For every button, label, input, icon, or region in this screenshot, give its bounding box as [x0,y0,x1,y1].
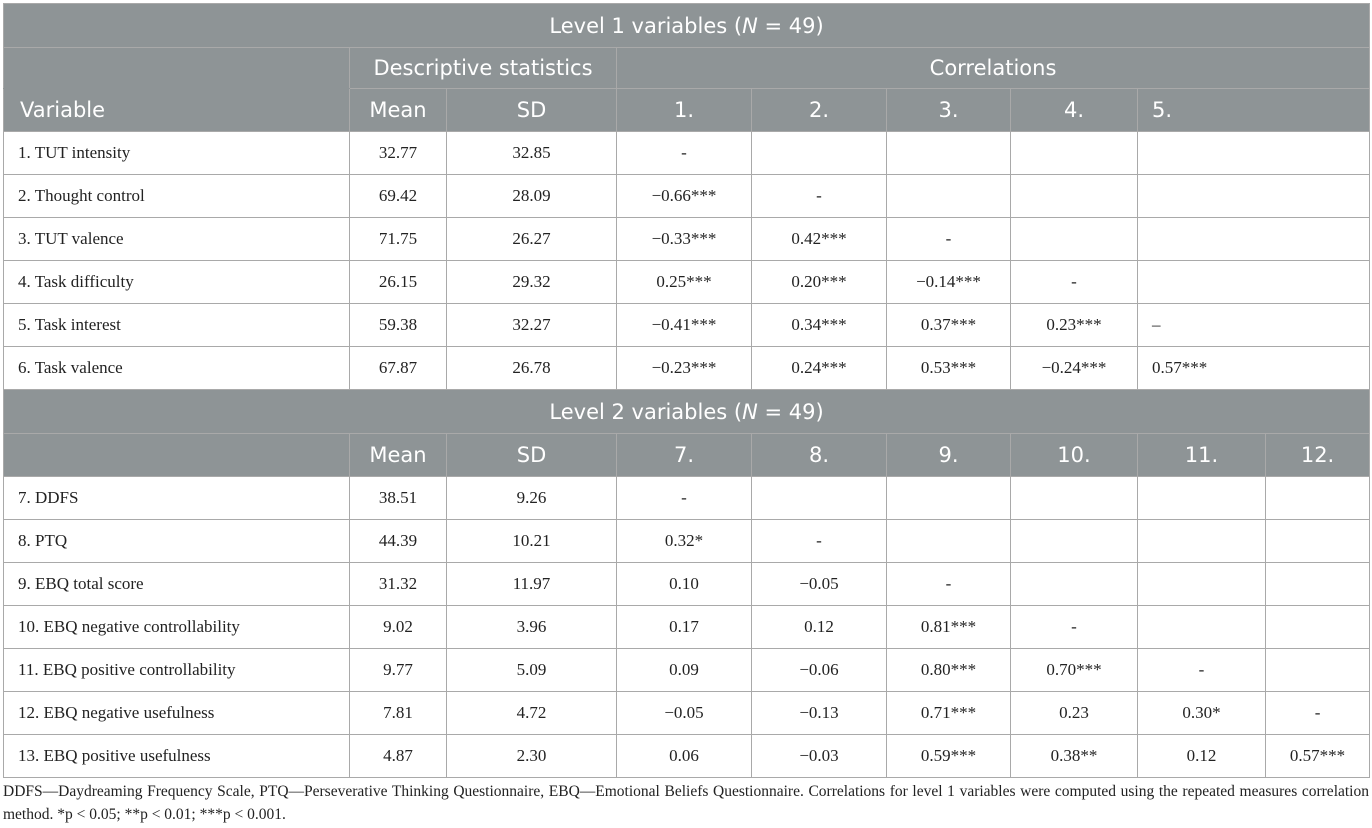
col-header-mean: Mean [350,89,447,132]
corr-cell [1266,606,1370,649]
level1-title-row [4,4,1370,48]
variable-name: 3. TUT valence [4,218,350,261]
variable-name: 12. EBQ negative usefulness [4,692,350,735]
sd-value: 9.26 [447,477,617,520]
mean-value: 9.77 [350,649,447,692]
level1-column-header-row [4,89,1370,132]
corr-cell: −0.33*** [617,218,752,261]
corr-cell: - [1266,692,1370,735]
table-row [4,347,1370,390]
correlation-table-container [3,3,1369,778]
mean-value: 31.32 [350,563,447,606]
mean-value: 71.75 [350,218,447,261]
corr-cell: −0.23*** [617,347,752,390]
footnote-sig-05: *p < 0.05; [57,806,121,823]
footnote-sig-01: **p < 0.01; [124,806,196,823]
corr-cell: −0.06 [752,649,887,692]
corr-cell: −0.05 [617,692,752,735]
col-header-empty [4,434,350,477]
table-row [4,649,1370,692]
sd-value: 32.27 [447,304,617,347]
col-header-corr-1: 1. [617,89,752,132]
table-row [4,304,1370,347]
corr-cell: 0.30* [1138,692,1266,735]
sd-value: 11.97 [447,563,617,606]
corr-cell: - [617,132,752,175]
group-header-correlations: Correlations [617,48,1370,89]
level1-group-header-row [4,48,1370,89]
variable-name: 2. Thought control [4,175,350,218]
table-row [4,477,1370,520]
corr-cell [1138,563,1266,606]
variable-name: 10. EBQ negative controllability [4,606,350,649]
col-header-corr-2: 2. [752,89,887,132]
col-header-corr-10: 10. [1011,434,1138,477]
variable-name: 11. EBQ positive controllability [4,649,350,692]
corr-cell: 0.38** [1011,735,1138,778]
corr-cell: 0.25*** [617,261,752,304]
footnote-text: DDFS—Daydreaming Frequency Scale, PTQ—Perseverative Thinking Questionnaire, EBQ—Emotional Beliefs Questionnaire. Correlations for level 1 variables were computed using the repeated measures correlation method. [3,783,1369,823]
corr-cell: 0.80*** [887,649,1011,692]
variable-name: 5. Task interest [4,304,350,347]
corr-cell: 0.32* [617,520,752,563]
corr-cell: 0.12 [1138,735,1266,778]
mean-value: 38.51 [350,477,447,520]
variable-name: 4. Task difficulty [4,261,350,304]
corr-cell [887,520,1011,563]
corr-cell: 0.23*** [1011,304,1138,347]
corr-cell: −0.66*** [617,175,752,218]
corr-cell [1011,520,1138,563]
col-header-corr-4: 4. [1011,89,1138,132]
col-header-corr-12: 12. [1266,434,1370,477]
corr-cell [1011,132,1138,175]
col-header-sd: SD [447,89,617,132]
corr-cell [1011,563,1138,606]
corr-cell: – [1138,304,1370,347]
level1-title: Level 1 variables (N = 49) [4,4,1370,48]
table-row [4,218,1370,261]
corr-cell: 0.57*** [1138,347,1370,390]
mean-value: 32.77 [350,132,447,175]
corr-cell: 0.10 [617,563,752,606]
mean-value: 9.02 [350,606,447,649]
corr-cell: 0.53*** [887,347,1011,390]
sd-value: 29.32 [447,261,617,304]
corr-cell [1011,218,1138,261]
col-header-corr-3: 3. [887,89,1011,132]
corr-cell: 0.20*** [752,261,887,304]
variable-name: 9. EBQ total score [4,563,350,606]
corr-cell: - [617,477,752,520]
sd-value: 4.72 [447,692,617,735]
corr-cell: −0.41*** [617,304,752,347]
corr-cell: −0.24*** [1011,347,1138,390]
corr-cell: −0.03 [752,735,887,778]
table-row [4,563,1370,606]
corr-cell [1138,175,1370,218]
corr-cell: - [887,563,1011,606]
mean-value: 26.15 [350,261,447,304]
variable-name: 1. TUT intensity [4,132,350,175]
col-header-sd: SD [447,434,617,477]
sd-value: 28.09 [447,175,617,218]
sd-value: 10.21 [447,520,617,563]
table-row [4,261,1370,304]
corr-cell: 0.17 [617,606,752,649]
corr-cell [752,132,887,175]
corr-cell: 0.09 [617,649,752,692]
corr-cell [1011,477,1138,520]
sd-value: 2.30 [447,735,617,778]
mean-value: 69.42 [350,175,447,218]
table-row [4,735,1370,778]
corr-cell: 0.70*** [1011,649,1138,692]
corr-cell: - [1011,606,1138,649]
variable-name: 8. PTQ [4,520,350,563]
corr-cell [752,477,887,520]
variable-name: 6. Task valence [4,347,350,390]
corr-cell [1266,563,1370,606]
footnote-sig-001: ***p < 0.001. [199,806,286,823]
corr-cell: 0.12 [752,606,887,649]
corr-cell: - [1011,261,1138,304]
col-header-corr-7: 7. [617,434,752,477]
corr-cell [1138,261,1370,304]
corr-cell [1266,477,1370,520]
corr-cell: - [752,520,887,563]
corr-cell [1266,649,1370,692]
table-row [4,692,1370,735]
corr-cell: 0.37*** [887,304,1011,347]
corr-cell: 0.34*** [752,304,887,347]
corr-cell [1138,477,1266,520]
corr-cell: −0.05 [752,563,887,606]
corr-cell [1266,520,1370,563]
variable-name: 13. EBQ positive usefulness [4,735,350,778]
col-header-corr-8: 8. [752,434,887,477]
corr-cell: −0.14*** [887,261,1011,304]
corr-cell: - [1138,649,1266,692]
corr-cell [887,175,1011,218]
col-header-variable: Variable [4,89,350,132]
table-row [4,175,1370,218]
table-row [4,520,1370,563]
mean-value: 59.38 [350,304,447,347]
sd-value: 5.09 [447,649,617,692]
corr-cell [1138,132,1370,175]
table-row [4,132,1370,175]
sd-value: 32.85 [447,132,617,175]
group-header-empty [4,48,350,89]
mean-value: 7.81 [350,692,447,735]
corr-cell: - [752,175,887,218]
col-header-corr-5: 5. [1138,89,1370,132]
level2-title-row [4,390,1370,434]
corr-cell: 0.81*** [887,606,1011,649]
mean-value: 44.39 [350,520,447,563]
corr-cell: - [887,218,1011,261]
corr-cell: 0.24*** [752,347,887,390]
variable-name: 7. DDFS [4,477,350,520]
level2-column-header-row [4,434,1370,477]
col-header-corr-11: 11. [1138,434,1266,477]
sd-value: 3.96 [447,606,617,649]
mean-value: 67.87 [350,347,447,390]
group-header-descriptive: Descriptive statistics [350,48,617,89]
corr-cell: 0.42*** [752,218,887,261]
col-header-corr-9: 9. [887,434,1011,477]
mean-value: 4.87 [350,735,447,778]
level2-title: Level 2 variables (N = 49) [4,390,1370,434]
corr-cell: −0.13 [752,692,887,735]
corr-cell: 0.23 [1011,692,1138,735]
corr-cell [887,477,1011,520]
sd-value: 26.78 [447,347,617,390]
correlation-table [3,3,1370,778]
corr-cell: 0.06 [617,735,752,778]
corr-cell [1138,218,1370,261]
col-header-mean: Mean [350,434,447,477]
corr-cell: 0.71*** [887,692,1011,735]
corr-cell: 0.59*** [887,735,1011,778]
sd-value: 26.27 [447,218,617,261]
corr-cell [1011,175,1138,218]
table-row [4,606,1370,649]
corr-cell [1138,606,1266,649]
corr-cell: 0.57*** [1266,735,1370,778]
table-footnote [3,780,1369,826]
corr-cell [1138,520,1266,563]
corr-cell [887,132,1011,175]
